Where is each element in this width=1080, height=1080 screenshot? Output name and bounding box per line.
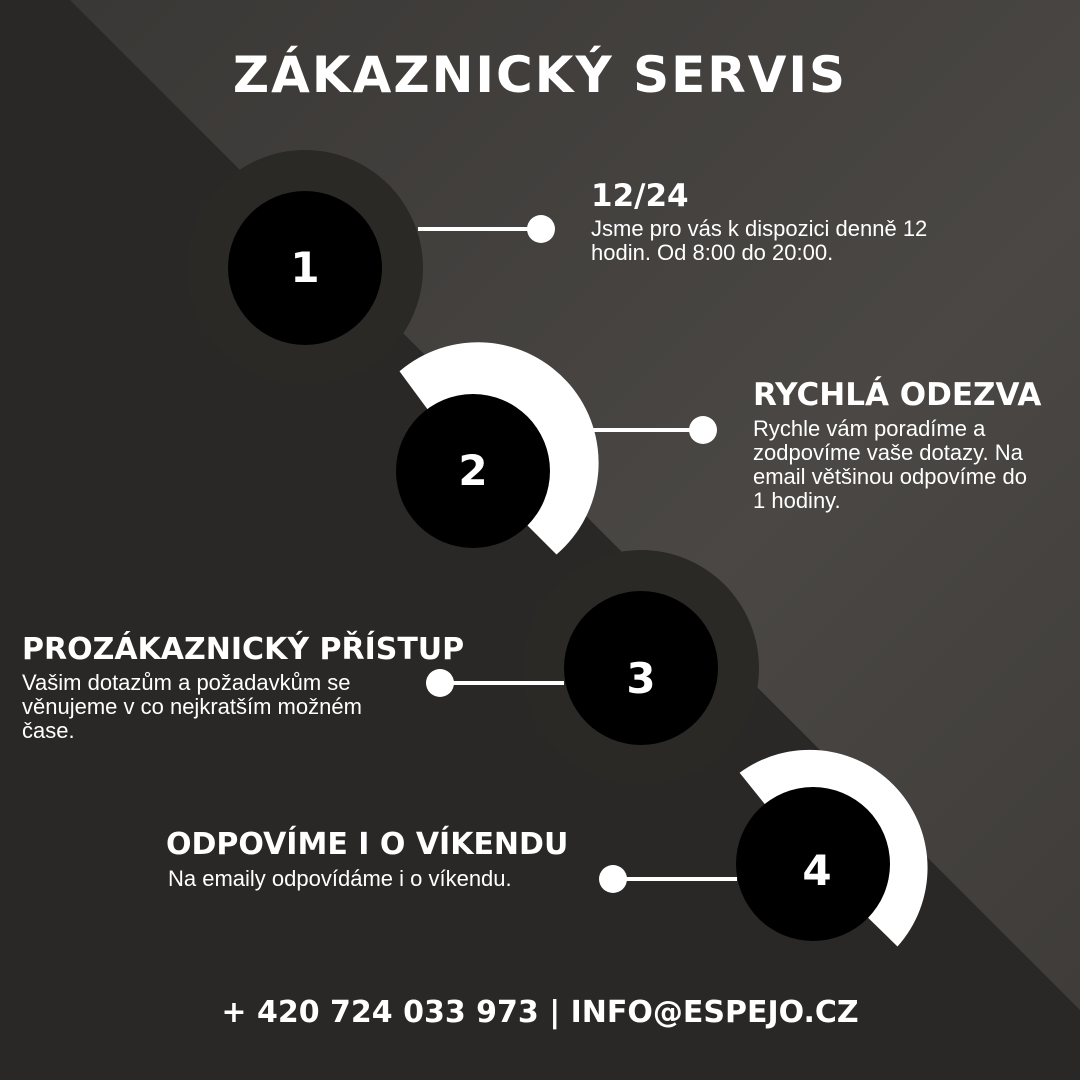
step-2-heading: RYCHLÁ ODEZVA — [753, 377, 1042, 413]
step-2-description: Rychle vám poradíme a zodpovíme vaše dotazy. Na email většinou odpovíme do 1 hodiny. — [753, 416, 1027, 513]
page-title: ZÁKAZNICKÝ SERVIS — [232, 46, 848, 104]
step-1-number: 1 — [290, 243, 320, 292]
step-3-number: 3 — [626, 654, 656, 703]
step-3-description: Vašim dotazům a požadavkům se věnujeme v co nejkratším možném čase. — [22, 670, 362, 743]
step-2-number: 2 — [458, 446, 488, 495]
step-4-heading: ODPOVÍME I O VÍKENDU — [166, 827, 569, 862]
step-1-heading: 12/24 — [591, 178, 689, 214]
step-2-connector-dot — [689, 416, 717, 444]
step-4-connector-dot — [599, 865, 627, 893]
step-4-description: Na emaily odpovídáme i o víkendu. — [168, 866, 512, 891]
step-3-heading: PROZÁKAZNICKÝ PŘÍSTUP — [22, 632, 465, 667]
step-1-connector-dot — [527, 215, 555, 243]
step-4-number: 4 — [802, 846, 832, 895]
step-3-connector-dot — [426, 669, 454, 697]
step-1-description: Jsme pro vás k dispozici denně 12 hodin. Od 8:00 do 20:00. — [591, 216, 928, 265]
contact-footer: + 420 724 033 973 | INFO@ESPEJO.CZ — [221, 995, 859, 1030]
